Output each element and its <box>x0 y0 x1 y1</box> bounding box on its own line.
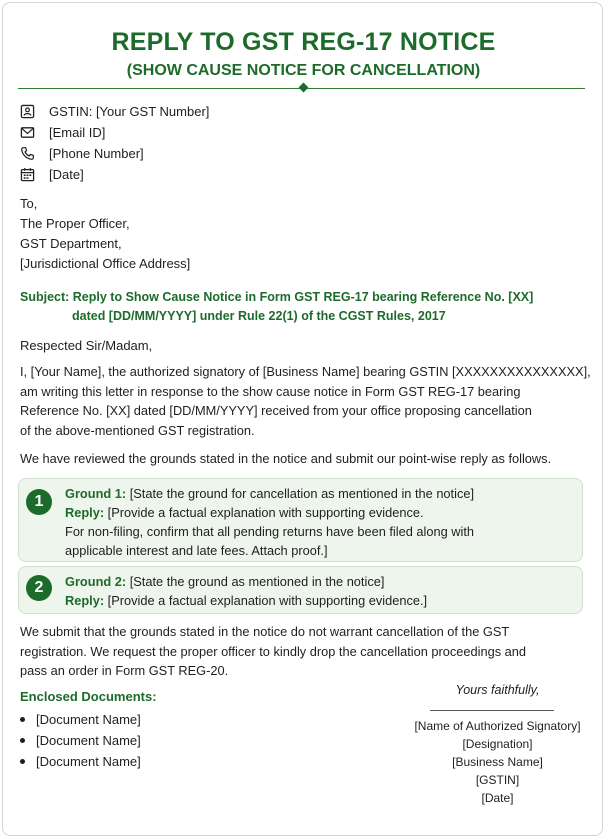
signatory-gstin: [GSTIN] <box>475 773 520 787</box>
ground-1-statement <box>65 484 474 503</box>
ground-1-label: Ground 1: <box>65 486 127 501</box>
intro-line-1: I, [Your Name], the authorized signatory of [Business Name] bearing GSTIN [XXXXXXXXXXXXXXX], <box>20 364 591 379</box>
reply-2-statement <box>65 591 427 610</box>
list-item <box>20 733 141 748</box>
ground-box-1 <box>18 478 583 562</box>
document-name: [Document Name] <box>36 733 141 748</box>
subject-line-1: Subject: Reply to Show Cause Notice in Form GST REG-17 bearing Reference No. [XX] <box>20 290 534 304</box>
intro-line-2: am writing this letter in response to the show cause notice in Form GST REG-17 bearing <box>20 383 521 399</box>
bullet-icon <box>20 717 25 722</box>
ground-2-label: Ground 2: <box>65 574 127 589</box>
intro-line-4: of the above-mentioned GST registration. <box>20 422 255 438</box>
enclosed-heading: Enclosed Documents: <box>20 689 157 704</box>
ground-2-statement <box>65 572 384 591</box>
ground-box-2 <box>18 566 583 614</box>
signatory-business: [Business Name] <box>452 755 543 769</box>
contact-phone <box>20 144 144 162</box>
date-text: [Date] <box>49 166 84 182</box>
ground-number-badge: 1 <box>26 489 52 515</box>
document-title: REPLY TO GST REG-17 NOTICE <box>111 28 496 56</box>
reply-1-statement <box>65 503 424 522</box>
document-name: [Document Name] <box>36 754 141 769</box>
phone-text: [Phone Number] <box>49 145 144 161</box>
closing-line-3: pass an order in Form GST REG-20. <box>20 663 229 678</box>
ground-number-badge: 2 <box>26 575 52 601</box>
subject-line-2: dated [DD/MM/YYYY] under Rule 22(1) of the CGST Rules, 2017 <box>72 309 446 323</box>
reply-2-label: Reply: <box>65 593 105 608</box>
reply-1-label: Reply: <box>65 505 105 520</box>
gstin-text: GSTIN: [Your GST Number] <box>49 103 210 119</box>
salutation: Respected Sir/Madam, <box>20 338 153 353</box>
document-name: [Document Name] <box>36 712 141 727</box>
ground-1-text: [State the ground for cancellation as mentioned in the notice] <box>129 486 475 501</box>
closing-line-1: We submit that the grounds stated in the notice do not warrant cancellation of the GST <box>20 624 510 639</box>
contact-email <box>20 123 105 141</box>
signature-closing: Yours faithfully, <box>455 683 540 697</box>
list-item <box>20 712 141 727</box>
reply-2-text: [Provide a factual explanation with supporting evidence.] <box>107 593 428 608</box>
intro-line-3: Reference No. [XX] dated [DD/MM/YYYY] received from your office proposing cancellation <box>20 403 532 418</box>
signatory-name: [Name of Authorized Signatory] <box>414 719 581 733</box>
document-subtitle: (SHOW CAUSE NOTICE FOR CANCELLATION) <box>126 62 481 79</box>
closing-paragraph <box>20 622 592 681</box>
ground-2-text: [State the ground as mentioned in the notice] <box>129 574 385 589</box>
contact-date <box>20 165 84 183</box>
signature-line <box>430 710 554 711</box>
signatory-designation: [Designation] <box>462 737 533 751</box>
mail-icon <box>20 125 35 140</box>
bullet-icon <box>20 759 25 764</box>
bullet-icon <box>20 738 25 743</box>
phone-icon <box>20 146 35 161</box>
recipient-line-3: [Jurisdictional Office Address] <box>20 256 191 271</box>
reply-1-text: [Provide a factual explanation with supporting evidence. <box>107 505 424 520</box>
contact-gstin <box>20 102 209 120</box>
reviewed-paragraph: We have reviewed the grounds stated in the notice and submit our point-wise reply as follows. <box>20 451 552 466</box>
list-item <box>20 754 141 769</box>
signatory-date: [Date] <box>481 791 514 805</box>
reply-1-extra-2: applicable interest and late fees. Attach proof.] <box>65 543 328 558</box>
calendar-icon <box>20 167 35 182</box>
subject-line <box>20 288 590 326</box>
recipient-line-2: GST Department, <box>20 236 122 251</box>
intro-paragraph <box>20 362 592 440</box>
reply-1-extra-1: For non-filing, confirm that all pending returns have been filed along with <box>65 524 475 539</box>
recipient-to: To, <box>20 196 38 211</box>
id-card-icon <box>20 104 35 119</box>
email-text: [Email ID] <box>49 124 106 140</box>
recipient-line-1: The Proper Officer, <box>20 216 130 231</box>
closing-line-2: registration. We request the proper officer to kindly drop the cancellation proceedings and <box>20 643 527 659</box>
